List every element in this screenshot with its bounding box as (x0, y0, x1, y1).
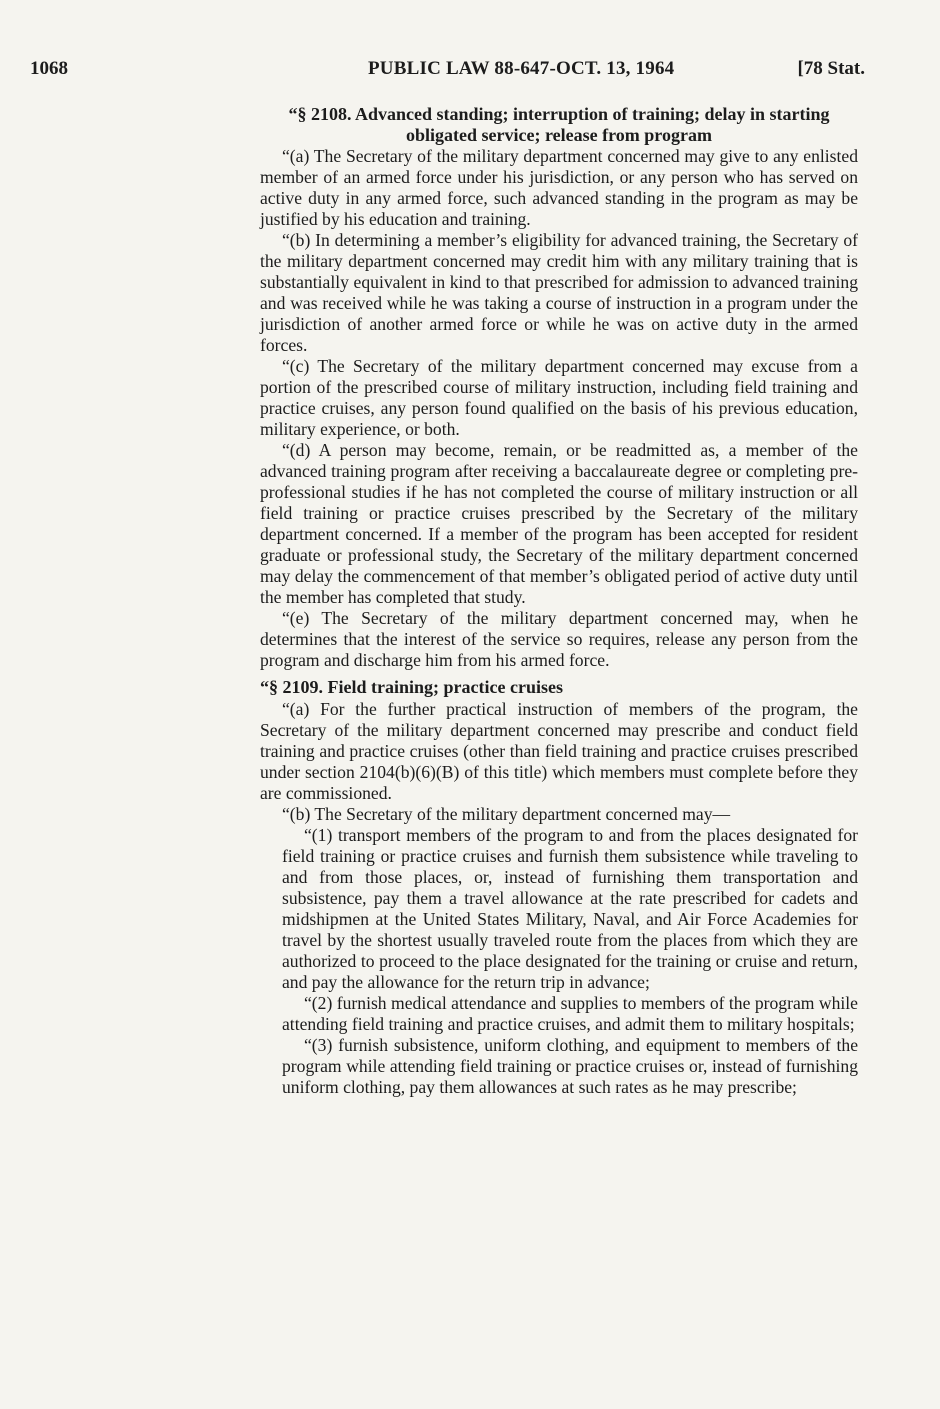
clause-2109-b-3: “(3) furnish subsistence, uniform clothing, and equipment to members of the program while attending field training or practice cruises or, instead of furnishing uniform clothing, pay them allowances at such rates as he may prescribe; (282, 1034, 858, 1097)
paragraph-2108-d: “(d) A person may become, remain, or be readmitted as, a member of the advanced training program after receiving a baccalaureate degree or completing pre-professional studies if he has not completed the course of military instruction or all field training or practice cruises prescribed by the Secretary of the military department concerned. If a member of the program has been accepted for resident graduate or professional study, the Secretary of the military department concerned may delay the commencement of that member’s obligated period of active duty until the member has completed that study. (260, 440, 858, 607)
clause-2109-b-1: “(1) transport members of the program to and from the places designated for field training or practice cruises and furnish them subsistence while traveling to and from those places, or, instead of furnishing them transportation and subsistence, pay them a travel allowance at the rate prescribed for cadets and midshipmen at the United States Military, Naval, and Air Force Academies for travel by the shortest usually traveled route from the places from which they are authorized to proceed to the place designated for the training or cruise and return, and pay the allowance for the return trip in advance; (282, 824, 858, 992)
section-heading-2108: “§ 2108. Advanced standing; interruption of training; delay in starting obligated service; release from program (288, 104, 830, 145)
paragraph-2108-e: “(e) The Secretary of the military department concerned may, when he determines that the interest of the service so requires, release any person from the program and discharge him from his armed force. (260, 608, 858, 670)
paragraph-2108-b: “(b) In determining a member’s eligibility for advanced training, the Secretary of the military department concerned may credit him with any military training that is substantially equivalent in kind to that prescribed for admission to advanced training and was received while he was taking a course of instruction in a program under the jurisdiction of another armed force or while he was on active duty in the armed forces. (260, 230, 858, 355)
statute-reference: [78 Stat. (797, 58, 865, 79)
paragraph-2108-c: “(c) The Secretary of the military department concerned may excuse from a portion of the prescribed course of military instruction, including field training and practice cruises, any person found qualified on the basis of his previous education, military experience, or both. (260, 356, 858, 439)
body-text (260, 104, 858, 1098)
running-title: PUBLIC LAW 88-647-OCT. 13, 1964 (368, 58, 675, 79)
section-heading-2109: “§ 2109. Field training; practice cruises (260, 677, 563, 697)
clause-2109-b-2: “(2) furnish medical attendance and supplies to members of the program while attending field training and practice cruises, and admit them to military hospitals; (282, 992, 858, 1034)
paragraph-2109-b: “(b) The Secretary of the military department concerned may— (282, 803, 731, 824)
page-number: 1068 (30, 58, 68, 79)
running-header (30, 58, 865, 84)
paragraph-2109-a: “(a) For the further practical instruction of members of the program, the Secretary of the military department concerned may prescribe and conduct field training and practice cruises (other than field training and practice cruises prescribed under section 2104(b)(6)(B) of this title) which members must complete before they are commissioned. (260, 698, 858, 803)
paragraph-2108-a: “(a) The Secretary of the military department concerned may give to any enlisted member of an armed force under his jurisdiction, or any person who has served on active duty in any armed force, such advanced standing in the program as may be justified by his education and training. (260, 146, 858, 229)
